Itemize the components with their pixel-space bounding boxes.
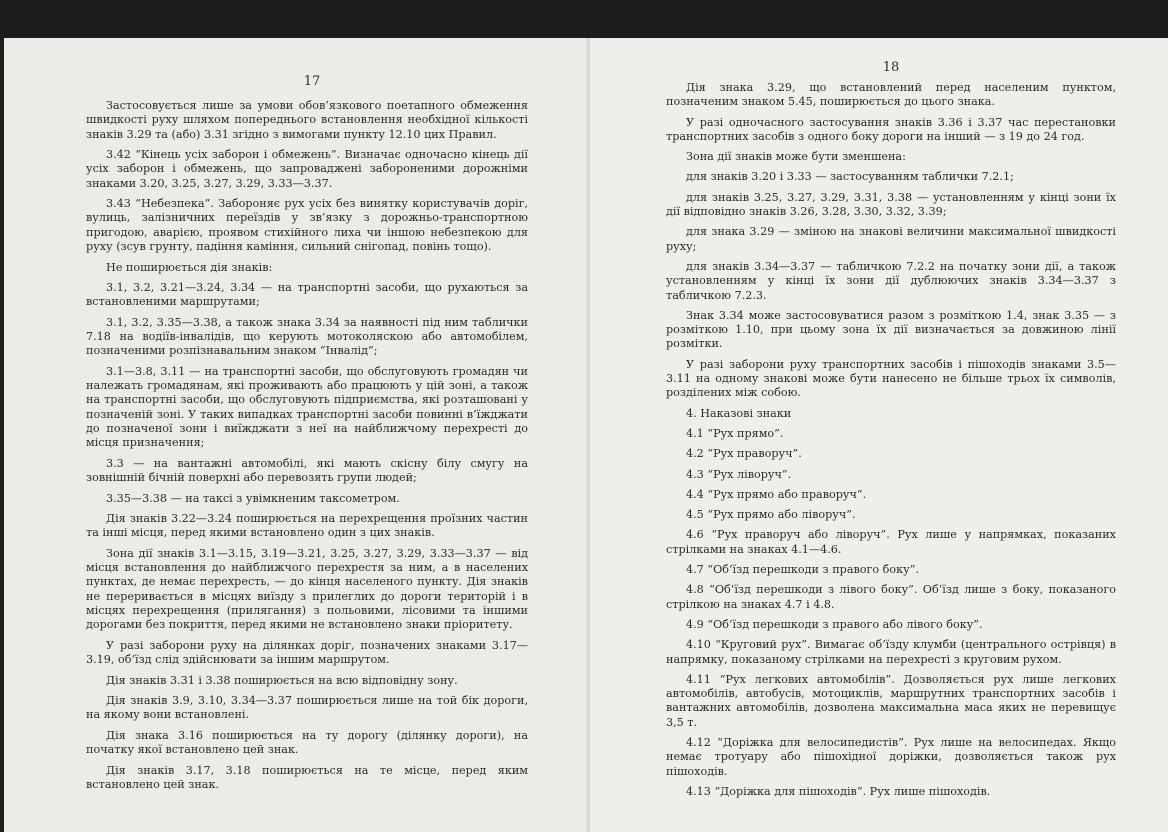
paragraph: У разі заборони руху транспортних засобів і пішоходів знаками 3.5—3.11 на одному знакові може бути нанесено не більше трьох їх символів, розділених між собою. bbox=[666, 357, 1116, 400]
paragraph: 4.3 “Рух ліворуч”. bbox=[686, 467, 792, 481]
paragraph: У разі заборони руху на ділянках доріг, позначених знаками 3.17—3.19, об’їзд слід здійснювати за іншим маршрутом. bbox=[86, 638, 528, 667]
paragraph: Дія знаків 3.31 і 3.38 поширюється на всю відповідну зону. bbox=[106, 673, 458, 687]
right-page bbox=[590, 38, 1168, 832]
paragraph: Дія знаків 3.9, 3.10, 3.34—3.37 поширюється лише на той бік дороги, на якому вони встановлені. bbox=[86, 694, 528, 722]
paragraph: для знака 3.29 — зміною на знакові величини максимальної швидкості руху; bbox=[666, 225, 1116, 253]
paragraph: Дія знаків 3.22—3.24 поширюється на перехрещення проїзних частин та інші місця, перед якими встановлено один з цих знаків. bbox=[86, 512, 528, 540]
paragraph: 4.7 “Об’їзд перешкоди з правого боку”. bbox=[686, 563, 919, 577]
page-number: 17 bbox=[303, 74, 321, 89]
paragraph: 3.35—3.38 — на таксі з увімкненим таксометром. bbox=[106, 491, 400, 505]
paragraph: 3.3 — на вантажні автомобілі, які мають скісну білу смугу на зовнішній бічній поверхні або перевозять групи людей; bbox=[86, 456, 528, 485]
paragraph: Зона дії знаків 3.1—3.15, 3.19—3.21, 3.25, 3.27, 3.29, 3.33—3.37 — від місця встановлення до найближчого перехрестя за ним, а в населених пунктах, де немає перехресть, — до кінця населеного пункту. Дія знаків не переривається в місцях виїзду з прилеглих до дороги територій і в місцях перехрещення (прилягання) з польовими, лісовими та іншими дорогами без покриття, перед якими не встановлено знаки пріоритету. bbox=[86, 546, 528, 632]
paragraph: для знаків 3.34—3.37 — табличкою 7.2.2 на початку зони дії, а також установленням у кінці їх зони дії дублюючих знаків 3.34—3.37 з табличкою 7.2.3. bbox=[666, 259, 1116, 302]
paragraph: 3.1, 3.2, 3.35—3.38, а також знака 3.34 за наявності під ним таблички 7.18 на водіїв-інвалідів, що керують мотоколяскою або автомобілем, позначеними розпізнавальним знаком “Інвалід”; bbox=[86, 315, 528, 358]
paragraph: 4.1 “Рух прямо”. bbox=[686, 426, 784, 440]
paragraph: для знаків 3.20 і 3.33 — застосуванням таблички 7.2.1; bbox=[686, 170, 1014, 184]
paragraph: 4.10 “Круговий рух”. Вимагає об’їзду клумби (центрального острівця) в напрямку, показаному стрілками на перехресті з круговим рухом. bbox=[666, 638, 1116, 666]
paragraph: Знак 3.34 може застосовуватися разом з розміткою 1.4, знак 3.35 — з розміткою 1.10, при цьому зона їх дії визначається за довжиною лінії розмітки. bbox=[666, 308, 1116, 351]
paragraph: 3.42 “Кінець усіх заборон і обмежень”. Визначає одночасно кінець дії усіх заборон і обмежень, що запроваджені забороненими дорожніми знаками 3.20, 3.25, 3.27, 3.29, 3.33—3.37. bbox=[86, 148, 528, 190]
paragraph: 4.12 “Доріжка для велосипедистів”. Рух лише на велосипедах. Якщо немає тротуару або пішохідної доріжки, дозволяється також рух пішоходів. bbox=[666, 735, 1116, 778]
page-number: 18 bbox=[882, 60, 900, 75]
paragraph: 4.6 “Рух праворуч або ліворуч”. Рух лише у напрямках, показаних стрілками на знаках 4.1—4.6. bbox=[666, 528, 1116, 556]
paragraph: Дія знака 3.29, що встановлений перед населеним пунктом, позначеним знаком 5.45, поширюється до цього знака. bbox=[666, 81, 1116, 109]
paragraph: 4.2 “Рух праворуч”. bbox=[686, 447, 802, 461]
paragraph: 3.1—3.8, 3.11 — на транспортні засоби, що обслуговують громадян чи належать громадянам, які проживають або працюють у цій зоні, а також на транспортні засоби, що обслуговують підприємства, які розташовані у позначеній зоні. У таких випадках транспортні засоби повинні в’їжджати до позначеної зони і виїжджати з неї на найближчому перехресті до місця призначення; bbox=[86, 364, 528, 450]
paragraph: Зона дії знаків може бути зменшена: bbox=[686, 150, 906, 164]
paragraph: Дія знаків 3.17, 3.18 поширюється на те місце, перед яким встановлено цей знак. bbox=[86, 763, 528, 791]
page-body bbox=[86, 99, 528, 792]
paragraph: 4.11 “Рух легкових автомобілів”. Дозволяється рух лише легкових автомобілів, автобусів, мотоциклів, маршрутних транспортних засобів і вантажних автомобілів, дозволена максимальна маса яких не перевищує 3,5 т. bbox=[666, 672, 1116, 729]
paragraph: 4.8 “Об’їзд перешкоди з лівого боку”. Об’їзд лише з боку, показаного стрілкою на знаках 4.7 і 4.8. bbox=[666, 583, 1116, 611]
paragraph: Дія знака 3.16 поширюється на ту дорогу (ділянку дороги), на початку якої встановлено цей знак. bbox=[86, 728, 528, 757]
paragraph: 4.9 “Об’їзд перешкоди з правого або лівого боку”. bbox=[686, 617, 983, 631]
paragraph: 4.5 “Рух прямо або ліворуч”. bbox=[686, 508, 856, 522]
page-body bbox=[666, 81, 1116, 799]
paragraph: 4.4 “Рух прямо або праворуч”. bbox=[686, 487, 867, 501]
paragraph: 4.13 “Доріжка для пішоходів”. Рух лише пішоходів. bbox=[686, 784, 991, 798]
left-page bbox=[4, 38, 590, 832]
paragraph: для знаків 3.25, 3.27, 3.29, 3.31, 3.38 — установленням у кінці зони їх дії відповідно знаків 3.26, 3.28, 3.30, 3.32, 3.39; bbox=[666, 190, 1116, 219]
paragraph: Застосовується лише за умови обов’язкового поетапного обмеження швидкості руху шляхом попереднього встановлення необхідної кількості знаків 3.29 та (або) 3.31 згідно з вимогами пункту 12.10 цих Правил. bbox=[86, 99, 528, 141]
paragraph: 3.43 “Небезпека”. Забороняє рух усіх без винятку користувачів доріг, вулиць, залізничних переїздів у зв’язку з дорожньо-транспортною пригодою, аварією, проявом стихійного лиха чи іншою небезпекою для руху (зсув грунту, падіння каміння, сильний снігопад, повінь тощо). bbox=[86, 197, 528, 254]
paragraph: У разі одночасного застосування знаків 3.36 і 3.37 час перестановки транспортних засобів з одного боку дороги на інший — з 19 до 24 год. bbox=[666, 115, 1116, 143]
paragraph: Не поширюється дія знаків: bbox=[106, 260, 273, 274]
paragraph: 4. Наказові знаки bbox=[686, 406, 792, 420]
paragraph: 3.1, 3.2, 3.21—3.24, 3.34 — на транспортні засоби, що рухаються за встановленими маршрутами; bbox=[86, 281, 528, 309]
